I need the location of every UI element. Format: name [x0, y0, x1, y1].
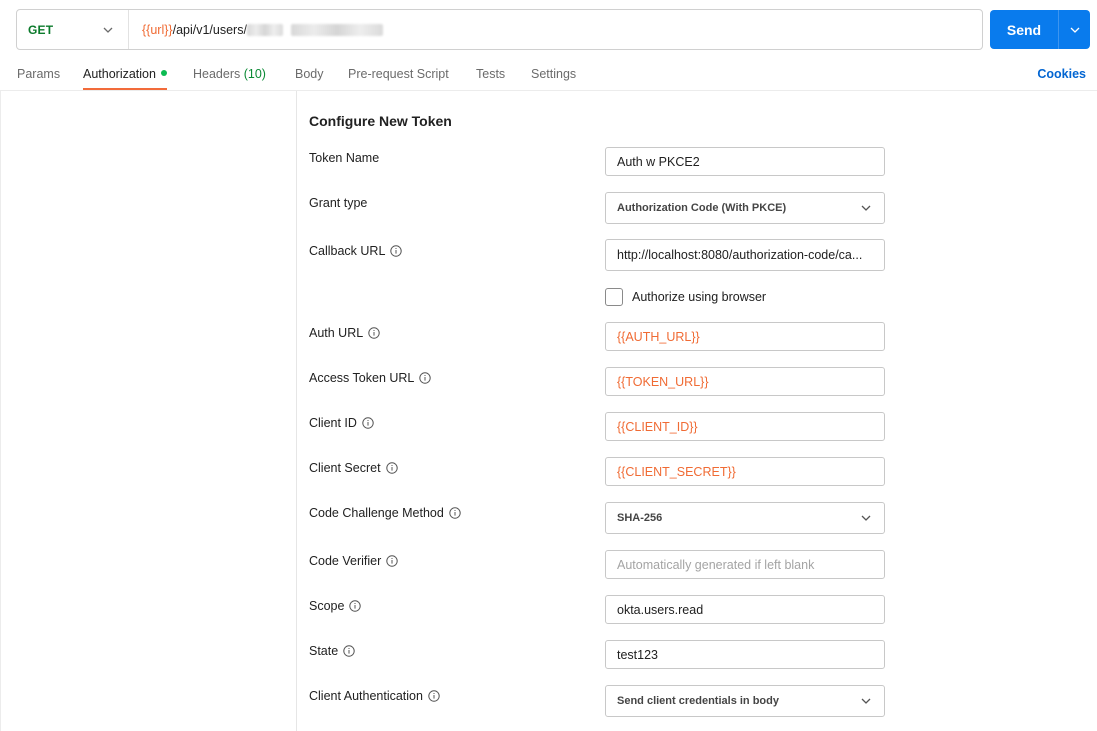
chevron-down-icon: [102, 24, 114, 36]
chevron-down-icon: [860, 202, 872, 214]
scope-label: Scope: [309, 599, 361, 613]
client-authentication-label: Client Authentication: [309, 689, 440, 703]
tab-tests[interactable]: Tests: [476, 67, 506, 81]
code-verifier-input[interactable]: Automatically generated if left blank: [605, 550, 885, 579]
info-icon[interactable]: [343, 645, 355, 657]
token-name-input[interactable]: Auth w PKCE2: [605, 147, 885, 176]
status-dot: [161, 70, 167, 76]
url-variable: {{url}}: [142, 22, 173, 37]
auth-url-label: Auth URL: [309, 326, 380, 340]
send-button-group: [990, 10, 1090, 49]
code-challenge-method-label: Code Challenge Method: [309, 506, 461, 520]
tab-pre-request-script[interactable]: Pre-request Script: [348, 67, 449, 81]
token-name-label: Token Name: [309, 151, 380, 165]
callback-url-label: Callback URL: [309, 244, 402, 258]
tab-headers[interactable]: [193, 67, 266, 90]
info-icon[interactable]: [386, 555, 398, 567]
chevron-down-icon: [860, 695, 872, 707]
authorize-browser-label: Authorize using browser: [632, 290, 767, 304]
method-select[interactable]: [17, 10, 129, 49]
auth-url-input[interactable]: {{AUTH_URL}}: [605, 322, 885, 351]
auth-type-pane: [0, 91, 297, 731]
tab-params[interactable]: Params: [17, 67, 61, 81]
section-title: Configure New Token: [309, 113, 452, 129]
info-icon[interactable]: [449, 507, 461, 519]
method-label: GET: [28, 22, 54, 37]
chevron-down-icon: [1069, 24, 1081, 36]
authorize-browser-checkbox-row[interactable]: [605, 288, 766, 306]
state-input[interactable]: test123: [605, 640, 885, 669]
url-input[interactable]: [129, 10, 982, 49]
tab-authorization[interactable]: [83, 67, 167, 90]
client-authentication-select[interactable]: Send client credentials in body: [605, 685, 885, 717]
authorize-browser-checkbox[interactable]: [605, 288, 623, 306]
access-token-url-label: Access Token URL: [309, 371, 431, 385]
send-options-button[interactable]: [1059, 10, 1090, 49]
redacted-segment: [291, 24, 383, 36]
info-icon[interactable]: [390, 245, 402, 257]
cookies-link[interactable]: Cookies: [1037, 67, 1086, 81]
access-token-url-input[interactable]: {{TOKEN_URL}}: [605, 367, 885, 396]
client-secret-label: Client Secret: [309, 461, 398, 475]
tab-body[interactable]: Body: [295, 67, 324, 81]
grant-type-select[interactable]: Authorization Code (With PKCE): [605, 192, 885, 224]
headers-count: (10): [243, 67, 266, 81]
callback-url-input[interactable]: http://localhost:8080/authorization-code/ca...: [605, 239, 885, 271]
url-path: /api/v1/users/: [172, 22, 247, 37]
info-icon[interactable]: [419, 372, 431, 384]
scope-input[interactable]: okta.users.read: [605, 595, 885, 624]
info-icon[interactable]: [428, 690, 440, 702]
code-challenge-method-select[interactable]: SHA-256: [605, 502, 885, 534]
client-id-input[interactable]: {{CLIENT_ID}}: [605, 412, 885, 441]
send-button[interactable]: Send: [990, 10, 1059, 49]
code-verifier-label: Code Verifier: [309, 554, 398, 568]
client-secret-input[interactable]: {{CLIENT_SECRET}}: [605, 457, 885, 486]
info-icon[interactable]: [349, 600, 361, 612]
redacted-segment: [247, 24, 283, 36]
tab-settings[interactable]: Settings: [531, 67, 577, 81]
request-tabs: [0, 60, 1097, 90]
state-label: State: [309, 644, 355, 658]
grant-type-label: Grant type: [309, 196, 368, 210]
url-bar: [16, 9, 983, 50]
chevron-down-icon: [860, 512, 872, 524]
info-icon[interactable]: [368, 327, 380, 339]
tab-label: Headers: [193, 67, 241, 81]
tab-label: Authorization: [83, 67, 156, 81]
client-id-label: Client ID: [309, 416, 374, 430]
info-icon[interactable]: [386, 462, 398, 474]
info-icon[interactable]: [362, 417, 374, 429]
